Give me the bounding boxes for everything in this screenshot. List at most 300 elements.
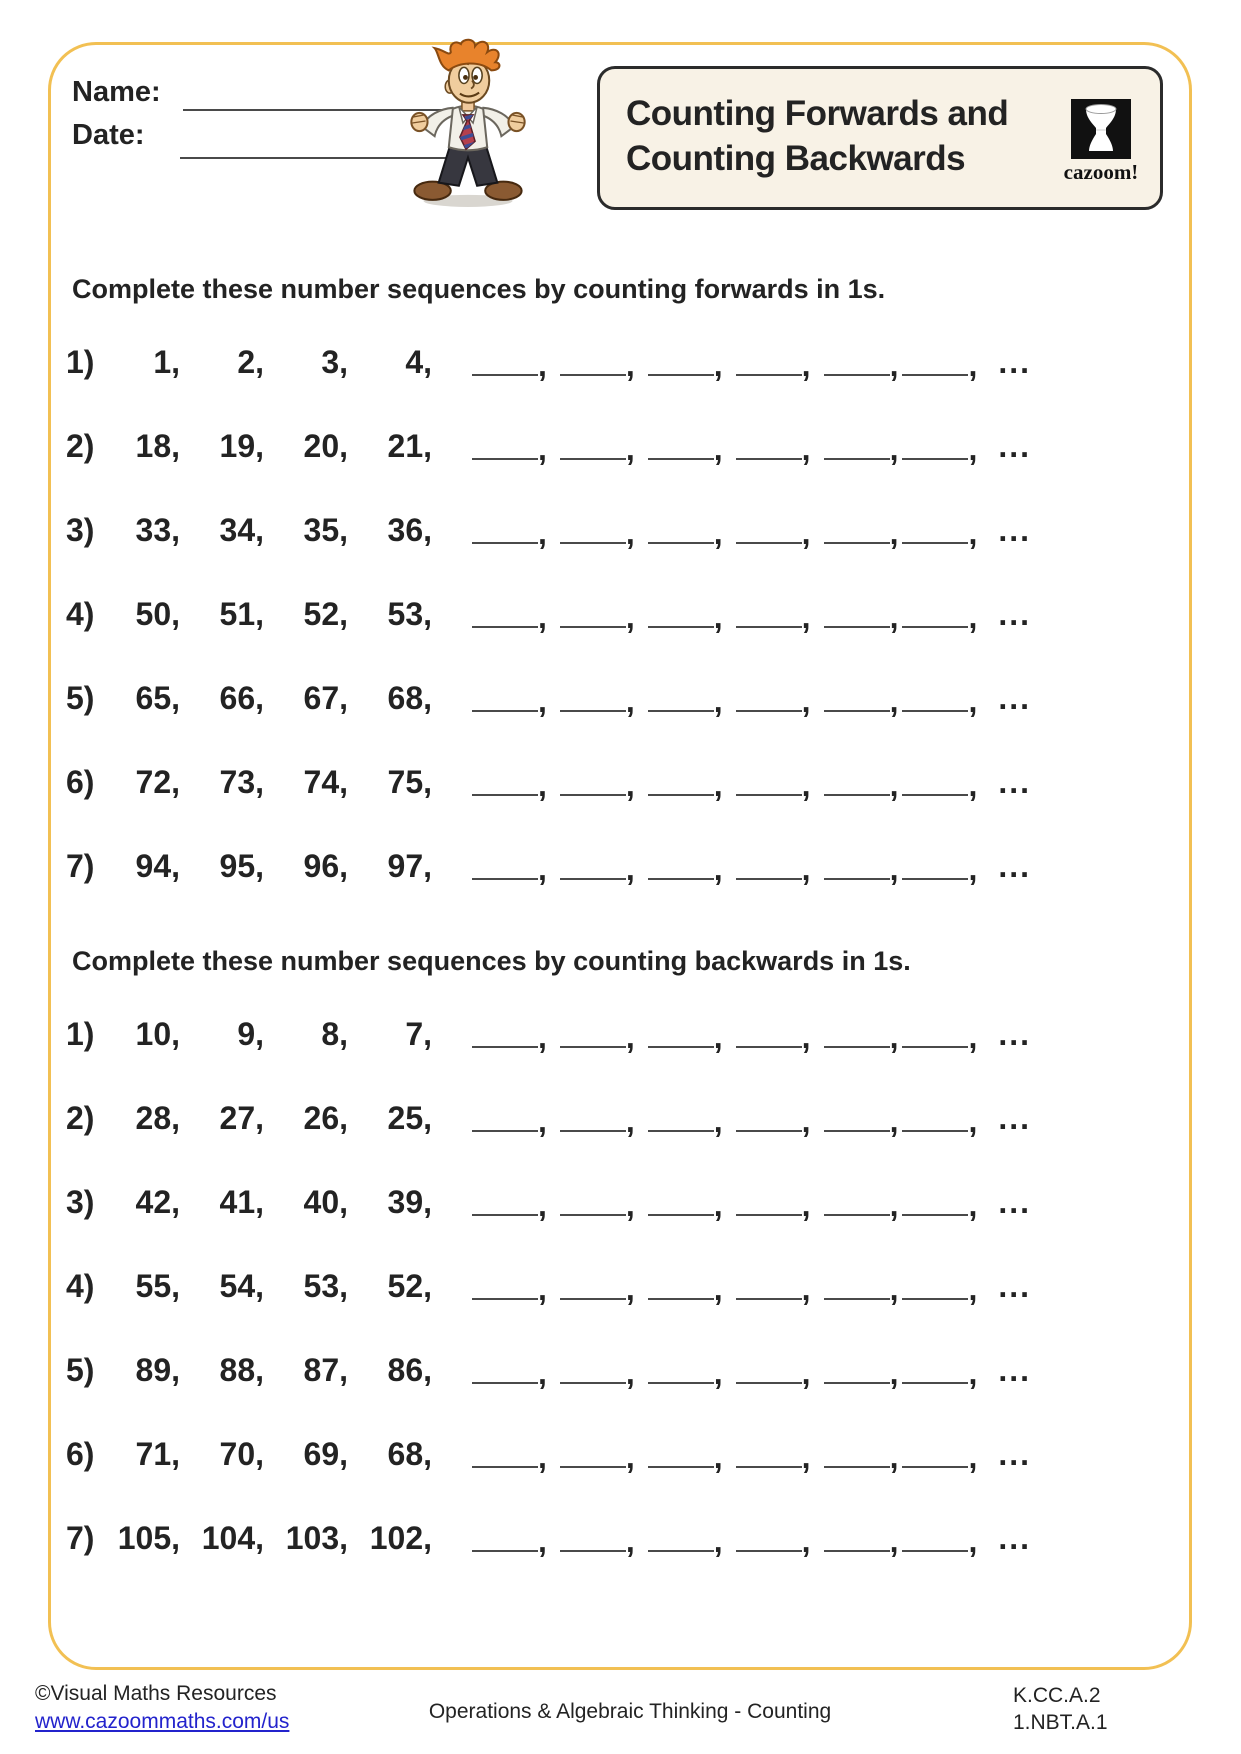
separator-comma: , [625, 1019, 635, 1055]
answer-blank [560, 1273, 635, 1305]
answer-blank [824, 853, 899, 885]
problem-number: 2) [66, 428, 95, 464]
answer-write-line [472, 878, 538, 881]
answer-blank [736, 517, 811, 549]
problem-row [66, 845, 1201, 885]
separator-comma: , [538, 431, 547, 467]
answer-write-line [560, 1214, 626, 1217]
given-number: 55, [135, 1268, 180, 1304]
answer-blank [560, 853, 635, 885]
answer-blanks-group [472, 1184, 1031, 1221]
answer-write-line [472, 1382, 538, 1385]
answer-blank [560, 769, 635, 801]
answer-write-line [736, 1214, 802, 1217]
problem-number: 1) [66, 344, 95, 380]
answer-blank [736, 349, 811, 381]
separator-comma: , [889, 1355, 899, 1391]
sequence-ellipsis: ... [998, 428, 1032, 464]
answer-blank [648, 1525, 723, 1557]
answer-blank [902, 1441, 977, 1473]
answer-write-line [824, 1298, 890, 1301]
answer-write-line [560, 1550, 626, 1553]
given-number: 50, [135, 596, 180, 632]
problem-row [66, 1517, 1201, 1557]
answer-write-line [902, 458, 968, 461]
answer-write-line [560, 542, 626, 545]
problem-number: 7) [66, 848, 95, 884]
given-number: 87, [303, 1352, 348, 1388]
separator-comma: , [801, 1103, 811, 1139]
given-number: 71, [135, 1436, 180, 1472]
answer-blank [560, 1441, 635, 1473]
problem-row [66, 1433, 1201, 1473]
answer-write-line [824, 374, 890, 377]
answer-blank [902, 769, 977, 801]
answer-write-line [648, 878, 714, 881]
answer-write-line [472, 374, 538, 377]
answer-blank [648, 1189, 723, 1221]
answer-write-line [472, 542, 538, 545]
given-number: 8, [321, 1016, 348, 1052]
separator-comma: , [625, 1271, 635, 1307]
given-number: 10, [135, 1016, 180, 1052]
answer-blank [560, 601, 635, 633]
answer-blank [736, 1357, 811, 1389]
sequence-ellipsis: ... [998, 1520, 1032, 1556]
answer-write-line [560, 794, 626, 797]
separator-comma: , [889, 767, 899, 803]
answer-write-line [824, 542, 890, 545]
given-number: 95, [219, 848, 264, 884]
answer-blank [736, 1105, 811, 1137]
answer-blank [824, 1189, 899, 1221]
answer-blank [648, 1273, 723, 1305]
answer-blank [824, 1273, 899, 1305]
given-number: 52, [387, 1268, 432, 1304]
answer-write-line [648, 626, 714, 629]
answer-write-line [560, 710, 626, 713]
separator-comma: , [538, 515, 547, 551]
answer-blank [902, 1021, 977, 1053]
answer-write-line [472, 1214, 538, 1217]
answer-blank [902, 1105, 977, 1137]
given-number: 97, [387, 848, 432, 884]
problem-number: 6) [66, 1436, 95, 1472]
logo-wordmark: cazoom! [1063, 160, 1139, 184]
answer-write-line [648, 710, 714, 713]
sequence-ellipsis: ... [998, 848, 1032, 884]
given-number: 53, [303, 1268, 348, 1304]
problem-number: 2) [66, 1100, 95, 1136]
section-heading-backwards: Complete these number sequences by counting backwards in 1s. [72, 946, 911, 976]
answer-blank [472, 349, 547, 381]
answer-blank [736, 1525, 811, 1557]
separator-comma: , [625, 767, 635, 803]
separator-comma: , [889, 1103, 899, 1139]
answer-write-line [902, 1130, 968, 1133]
separator-comma: , [538, 347, 547, 383]
answer-write-line [902, 1382, 968, 1385]
sequence-ellipsis: ... [998, 1436, 1032, 1472]
given-number: 68, [387, 680, 432, 716]
given-number: 75, [387, 764, 432, 800]
separator-comma: , [625, 1187, 635, 1223]
answer-blank [902, 853, 977, 885]
answer-write-line [648, 1130, 714, 1133]
sequence-ellipsis: ... [998, 344, 1032, 380]
title-box [597, 66, 1163, 210]
answer-blank [560, 1525, 635, 1557]
given-number: 42, [135, 1184, 180, 1220]
problem-number: 7) [66, 1520, 95, 1556]
answer-blanks-group [472, 596, 1031, 633]
answer-blanks-group [472, 848, 1031, 885]
given-number: 51, [219, 596, 264, 632]
separator-comma: , [801, 1523, 811, 1559]
problem-number: 5) [66, 1352, 95, 1388]
shrugging-cartoon-man-icon [404, 38, 532, 210]
given-number: 54, [219, 1268, 264, 1304]
answer-write-line [902, 626, 968, 629]
sequence-ellipsis: ... [998, 1016, 1032, 1052]
answer-write-line [736, 626, 802, 629]
given-number: 104, [201, 1520, 264, 1556]
separator-comma: , [713, 599, 723, 635]
answer-write-line [736, 1382, 802, 1385]
answer-write-line [824, 1466, 890, 1469]
answer-blanks-group [472, 764, 1031, 801]
given-number: 40, [303, 1184, 348, 1220]
answer-blank [736, 1273, 811, 1305]
separator-comma: , [889, 1187, 899, 1223]
answer-blank [560, 685, 635, 717]
answer-write-line [648, 542, 714, 545]
given-number: 27, [219, 1100, 264, 1136]
given-number: 74, [303, 764, 348, 800]
answer-blank [824, 1021, 899, 1053]
separator-comma: , [801, 1355, 811, 1391]
problem-row [66, 1349, 1201, 1389]
answer-blanks-group [472, 1352, 1031, 1389]
answer-write-line [560, 1466, 626, 1469]
separator-comma: , [968, 431, 978, 467]
given-number: 68, [387, 1436, 432, 1472]
answer-write-line [902, 1550, 968, 1553]
answer-write-line [472, 1550, 538, 1553]
answer-write-line [736, 458, 802, 461]
answer-blank [648, 1441, 723, 1473]
separator-comma: , [625, 431, 635, 467]
answer-write-line [736, 374, 802, 377]
separator-comma: , [625, 1523, 635, 1559]
answer-blank [824, 517, 899, 549]
separator-comma: , [538, 683, 547, 719]
answer-write-line [648, 1550, 714, 1553]
answer-blank [736, 1021, 811, 1053]
answer-blank [736, 1441, 811, 1473]
answer-blank [736, 853, 811, 885]
answer-write-line [648, 1298, 714, 1301]
answer-write-line [824, 626, 890, 629]
sequence-ellipsis: ... [998, 1100, 1032, 1136]
given-number: 3, [321, 344, 348, 380]
separator-comma: , [968, 1187, 978, 1223]
separator-comma: , [968, 1271, 978, 1307]
separator-comma: , [801, 767, 811, 803]
answer-blank [648, 601, 723, 633]
given-number: 103, [285, 1520, 348, 1556]
separator-comma: , [625, 347, 635, 383]
answer-write-line [560, 1046, 626, 1049]
sequence-ellipsis: ... [998, 1184, 1032, 1220]
problem-number: 4) [66, 1268, 95, 1304]
separator-comma: , [538, 1355, 547, 1391]
answer-blank [648, 853, 723, 885]
worksheet-title-line2: Counting Backwards [626, 139, 966, 178]
answer-write-line [824, 1550, 890, 1553]
separator-comma: , [713, 683, 723, 719]
answer-blank [648, 517, 723, 549]
answer-write-line [902, 1214, 968, 1217]
separator-comma: , [713, 851, 723, 887]
answer-blank [472, 853, 547, 885]
copyright-text: ©Visual Maths Resources [35, 1682, 277, 1705]
answer-blank [902, 1273, 977, 1305]
given-number: 69, [303, 1436, 348, 1472]
answer-write-line [736, 1550, 802, 1553]
website-link[interactable]: www.cazoommaths.com/us [35, 1710, 290, 1733]
answer-blank [560, 349, 635, 381]
date-label: Date: [72, 119, 145, 151]
answer-blanks-group [472, 680, 1031, 717]
footer-standards [1013, 1682, 1108, 1736]
separator-comma: , [538, 1439, 547, 1475]
answer-blank [560, 517, 635, 549]
problem-row [66, 677, 1201, 717]
answer-blank [560, 433, 635, 465]
answer-blank [824, 601, 899, 633]
answer-write-line [736, 710, 802, 713]
sequence-ellipsis: ... [998, 680, 1032, 716]
given-number: 25, [387, 1100, 432, 1136]
answer-write-line [648, 374, 714, 377]
answer-write-line [648, 1466, 714, 1469]
separator-comma: , [538, 1103, 547, 1139]
answer-blank [648, 1021, 723, 1053]
answer-blanks-group [472, 1100, 1031, 1137]
separator-comma: , [801, 1271, 811, 1307]
separator-comma: , [889, 515, 899, 551]
problem-row [66, 761, 1201, 801]
separator-comma: , [801, 851, 811, 887]
given-number: 65, [135, 680, 180, 716]
forwards-problem-list [66, 341, 1201, 929]
answer-blank [902, 685, 977, 717]
answer-blank [824, 1525, 899, 1557]
footer-left [35, 1680, 289, 1736]
given-number: 20, [303, 428, 348, 464]
answer-write-line [648, 458, 714, 461]
answer-write-line [736, 1466, 802, 1469]
separator-comma: , [713, 1439, 723, 1475]
answer-blanks-group [472, 344, 1031, 381]
answer-blank [736, 601, 811, 633]
answer-write-line [648, 1214, 714, 1217]
answer-write-line [902, 710, 968, 713]
separator-comma: , [538, 599, 547, 635]
separator-comma: , [625, 515, 635, 551]
answer-blank [736, 685, 811, 717]
answer-write-line [824, 1046, 890, 1049]
separator-comma: , [713, 1103, 723, 1139]
answer-blanks-group [472, 1016, 1031, 1053]
separator-comma: , [625, 1355, 635, 1391]
separator-comma: , [968, 1439, 978, 1475]
answer-blanks-group [472, 1436, 1031, 1473]
given-number: 9, [237, 1016, 264, 1052]
answer-blank [824, 433, 899, 465]
separator-comma: , [889, 1439, 899, 1475]
separator-comma: , [538, 1187, 547, 1223]
answer-blank [648, 1357, 723, 1389]
sequence-ellipsis: ... [998, 512, 1032, 548]
answer-blank [648, 433, 723, 465]
answer-blanks-group [472, 512, 1031, 549]
problem-row [66, 1265, 1201, 1305]
answer-blanks-group [472, 1520, 1031, 1557]
separator-comma: , [538, 767, 547, 803]
separator-comma: , [968, 767, 978, 803]
worksheet-title-line1: Counting Forwards and [626, 94, 1009, 133]
answer-blank [824, 1357, 899, 1389]
answer-write-line [472, 626, 538, 629]
problem-number: 4) [66, 596, 95, 632]
given-number: 67, [303, 680, 348, 716]
separator-comma: , [713, 515, 723, 551]
separator-comma: , [968, 1523, 978, 1559]
backwards-problem-list [66, 1013, 1201, 1601]
cazoom-logo [1056, 99, 1146, 185]
answer-write-line [736, 1046, 802, 1049]
answer-write-line [902, 374, 968, 377]
answer-write-line [560, 1382, 626, 1385]
separator-comma: , [889, 851, 899, 887]
sequence-ellipsis: ... [998, 1352, 1032, 1388]
separator-comma: , [625, 1103, 635, 1139]
separator-comma: , [801, 515, 811, 551]
given-number: 35, [303, 512, 348, 548]
answer-write-line [736, 1130, 802, 1133]
given-number: 4, [405, 344, 432, 380]
sequence-ellipsis: ... [998, 596, 1032, 632]
answer-blank [902, 1189, 977, 1221]
answer-write-line [902, 1298, 968, 1301]
problem-row [66, 1013, 1201, 1053]
separator-comma: , [713, 1523, 723, 1559]
answer-write-line [902, 794, 968, 797]
answer-blank [736, 433, 811, 465]
answer-blank [902, 601, 977, 633]
answer-write-line [472, 458, 538, 461]
answer-write-line [736, 542, 802, 545]
answer-write-line [824, 710, 890, 713]
separator-comma: , [889, 1271, 899, 1307]
separator-comma: , [625, 851, 635, 887]
given-number: 105, [117, 1520, 180, 1556]
answer-blank [472, 769, 547, 801]
standard-code-2: 1.NBT.A.1 [1013, 1711, 1108, 1734]
answer-write-line [736, 1298, 802, 1301]
answer-blank [560, 1189, 635, 1221]
answer-write-line [472, 1130, 538, 1133]
separator-comma: , [801, 431, 811, 467]
answer-blank [648, 769, 723, 801]
sequence-ellipsis: ... [998, 764, 1032, 800]
answer-blank [824, 349, 899, 381]
answer-blank [902, 349, 977, 381]
separator-comma: , [889, 431, 899, 467]
answer-write-line [902, 878, 968, 881]
given-number: 88, [219, 1352, 264, 1388]
standard-code-1: K.CC.A.2 [1013, 1684, 1101, 1707]
djembe-drum-icon [1071, 99, 1131, 159]
answer-write-line [902, 1046, 968, 1049]
answer-write-line [824, 878, 890, 881]
answer-write-line [560, 626, 626, 629]
answer-write-line [560, 878, 626, 881]
problem-row [66, 509, 1201, 549]
given-number: 26, [303, 1100, 348, 1136]
name-label: Name: [72, 76, 161, 108]
answer-blank [648, 685, 723, 717]
answer-blank [472, 433, 547, 465]
separator-comma: , [889, 1019, 899, 1055]
answer-blank [824, 1441, 899, 1473]
answer-write-line [560, 374, 626, 377]
given-number: 73, [219, 764, 264, 800]
separator-comma: , [968, 347, 978, 383]
separator-comma: , [713, 1019, 723, 1055]
separator-comma: , [538, 1019, 547, 1055]
given-number: 52, [303, 596, 348, 632]
separator-comma: , [968, 515, 978, 551]
given-number: 19, [219, 428, 264, 464]
separator-comma: , [625, 1439, 635, 1475]
separator-comma: , [625, 683, 635, 719]
separator-comma: , [801, 1019, 811, 1055]
answer-write-line [648, 1382, 714, 1385]
separator-comma: , [538, 1523, 547, 1559]
given-number: 94, [135, 848, 180, 884]
answer-write-line [824, 1214, 890, 1217]
answer-blank [824, 1105, 899, 1137]
answer-blank [902, 1357, 977, 1389]
answer-write-line [736, 878, 802, 881]
answer-write-line [902, 1466, 968, 1469]
separator-comma: , [889, 347, 899, 383]
given-number: 36, [387, 512, 432, 548]
answer-blank [472, 1525, 547, 1557]
answer-write-line [472, 794, 538, 797]
given-number: 18, [135, 428, 180, 464]
answer-blank [736, 1189, 811, 1221]
separator-comma: , [889, 683, 899, 719]
answer-blank [472, 1273, 547, 1305]
answer-write-line [560, 458, 626, 461]
answer-blank [902, 517, 977, 549]
answer-blank [472, 685, 547, 717]
separator-comma: , [801, 347, 811, 383]
